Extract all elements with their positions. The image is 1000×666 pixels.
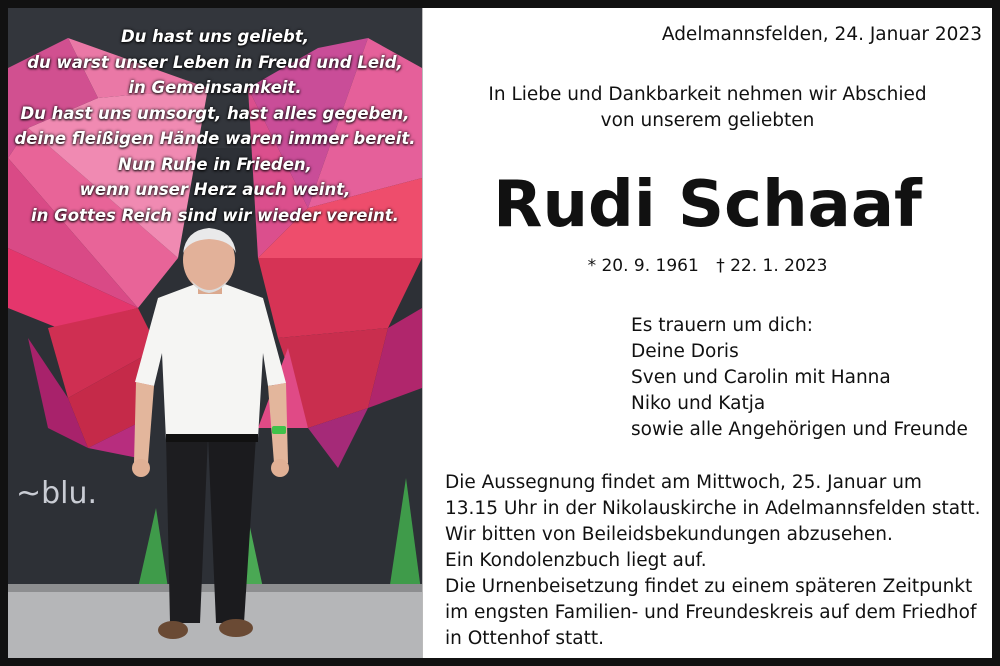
poem-line: in Gottes Reich sind wir wieder vereint. [31,205,399,225]
intro-text [423,82,992,134]
mourner-line: Deine Doris [631,341,739,362]
funeral-line: Ein Kondolenzbuch liegt auf. [445,550,707,571]
funeral-line: Die Urnenbeisetzung findet zu einem späteren Zeitpunkt [445,576,973,597]
funeral-line: Wir bitten von Beileidsbekundungen abzusehen. [445,524,893,545]
mourners-list [631,313,968,443]
funeral-details [445,470,981,652]
poem-line: Du hast uns umsorgt, hast alles gegeben, [20,103,410,123]
life-dates [423,256,992,276]
mourner-line: Sven und Carolin mit Hanna [631,367,891,388]
mourner-line: Niko und Katja [631,393,766,414]
notice-text-panel [423,8,992,658]
deceased-name: Rudi Schaaf [493,168,922,242]
poem-line: Du hast uns geliebt, [120,27,310,46]
poem-line: du warst unser Leben in Freud und Leid, [27,52,403,72]
poem-line: Nun Ruhe in Frieden, [118,154,312,174]
wall-text: ~blu. [16,476,98,511]
place-and-date: Adelmannsfelden, 24. Januar 2023 [661,24,982,45]
funeral-line: 13.15 Uhr in der Nikolauskirche in Adelmannsfelden statt. [445,498,981,519]
memorial-poem [8,24,422,228]
death-date: † 22. 1. 2023 [716,256,828,276]
birth-date: * 20. 9. 1961 [587,256,699,276]
poem-line: in Gemeinsamkeit. [128,78,302,97]
funeral-line: in Ottenhof statt. [445,628,604,649]
funeral-line: im engsten Familien- und Freundeskreis auf dem Friedhof [445,602,977,623]
intro-line: von unserem geliebten [600,110,815,131]
poem-line: wenn unser Herz auch weint, [79,180,351,199]
mourner-line: Es trauern um dich: [631,315,814,336]
memorial-photo [8,8,422,658]
intro-line: In Liebe und Dankbarkeit nehmen wir Abschied [488,84,927,105]
mourner-line: sowie alle Angehörigen und Freunde [631,419,968,440]
funeral-line: Die Aussegnung findet am Mittwoch, 25. Januar um [445,472,922,493]
poem-line: deine fleißigen Hände waren immer bereit. [14,129,416,148]
